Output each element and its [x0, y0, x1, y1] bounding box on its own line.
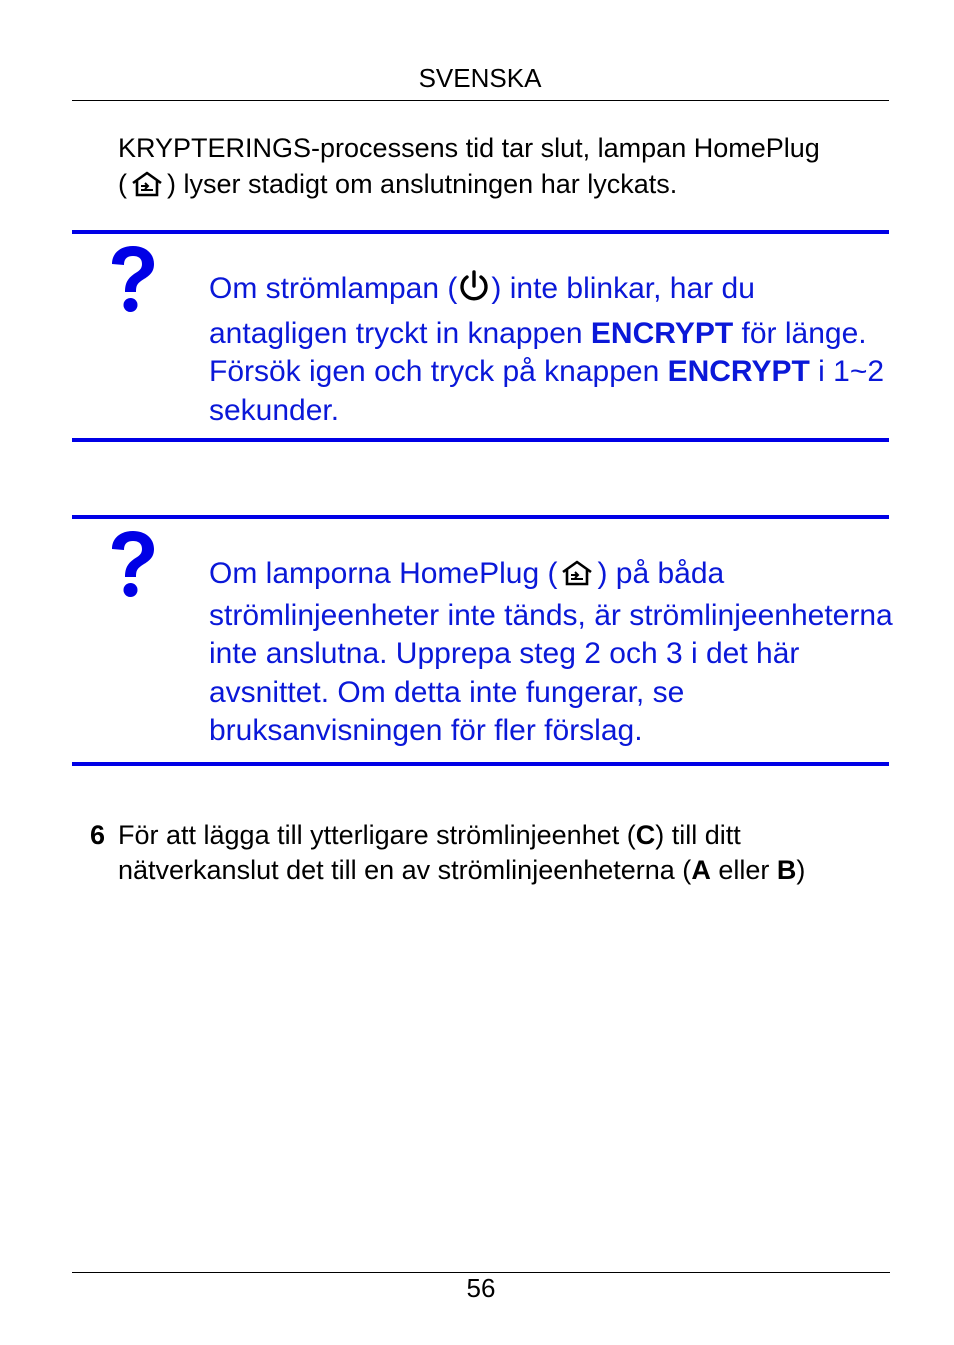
- intro-open-paren: (: [118, 169, 127, 199]
- page-number: 56: [466, 1273, 496, 1303]
- intro-paragraph: [118, 130, 898, 206]
- note-2-top-bar: [72, 515, 889, 519]
- page-header: SVENSKA: [418, 63, 542, 93]
- homeplug-icon: [561, 558, 593, 597]
- intro-line-1: KRYPTERINGS-processens tid tar slut, lampan HomePlug: [118, 133, 820, 163]
- question-mark-icon: [106, 529, 158, 604]
- note-box-1: [72, 230, 889, 442]
- note-2-text: Om lamporna HomePlug ( ) på båda strömlinjeenheter inte tänds, är strömlinjeenheterna inte anslutna. Upprepa steg 2 och 3 i det här avsnittet. Om detta inte fungerar, se bruksanvisningen för fler förslag.: [209, 557, 893, 747]
- note-1-text: Om strömlampan ( ) inte blinkar, har du antagligen tryckt in knappen ENCRYPT för länge. Försök igen och tryck på knappen ENCRYPT i 1~2 sekunder.: [209, 272, 885, 427]
- intro-line-2: ) lyser stadigt om anslutningen har lyckats.: [167, 169, 678, 199]
- homeplug-icon: [131, 170, 163, 206]
- note-1-bottom-bar: [72, 438, 889, 442]
- header-rule: [72, 100, 889, 101]
- power-icon: [457, 270, 491, 315]
- step-number: 6: [90, 820, 106, 850]
- question-mark-icon: [106, 244, 158, 319]
- note-2-bottom-bar: [72, 762, 889, 766]
- step-6-text: För att lägga till ytterligare strömlinjeenhet (C) till ditt nätverkanslut det till en av strömlinjeenheterna (A eller B): [118, 820, 806, 885]
- note-1-top-bar: [72, 230, 889, 234]
- note-box-2: [72, 515, 893, 766]
